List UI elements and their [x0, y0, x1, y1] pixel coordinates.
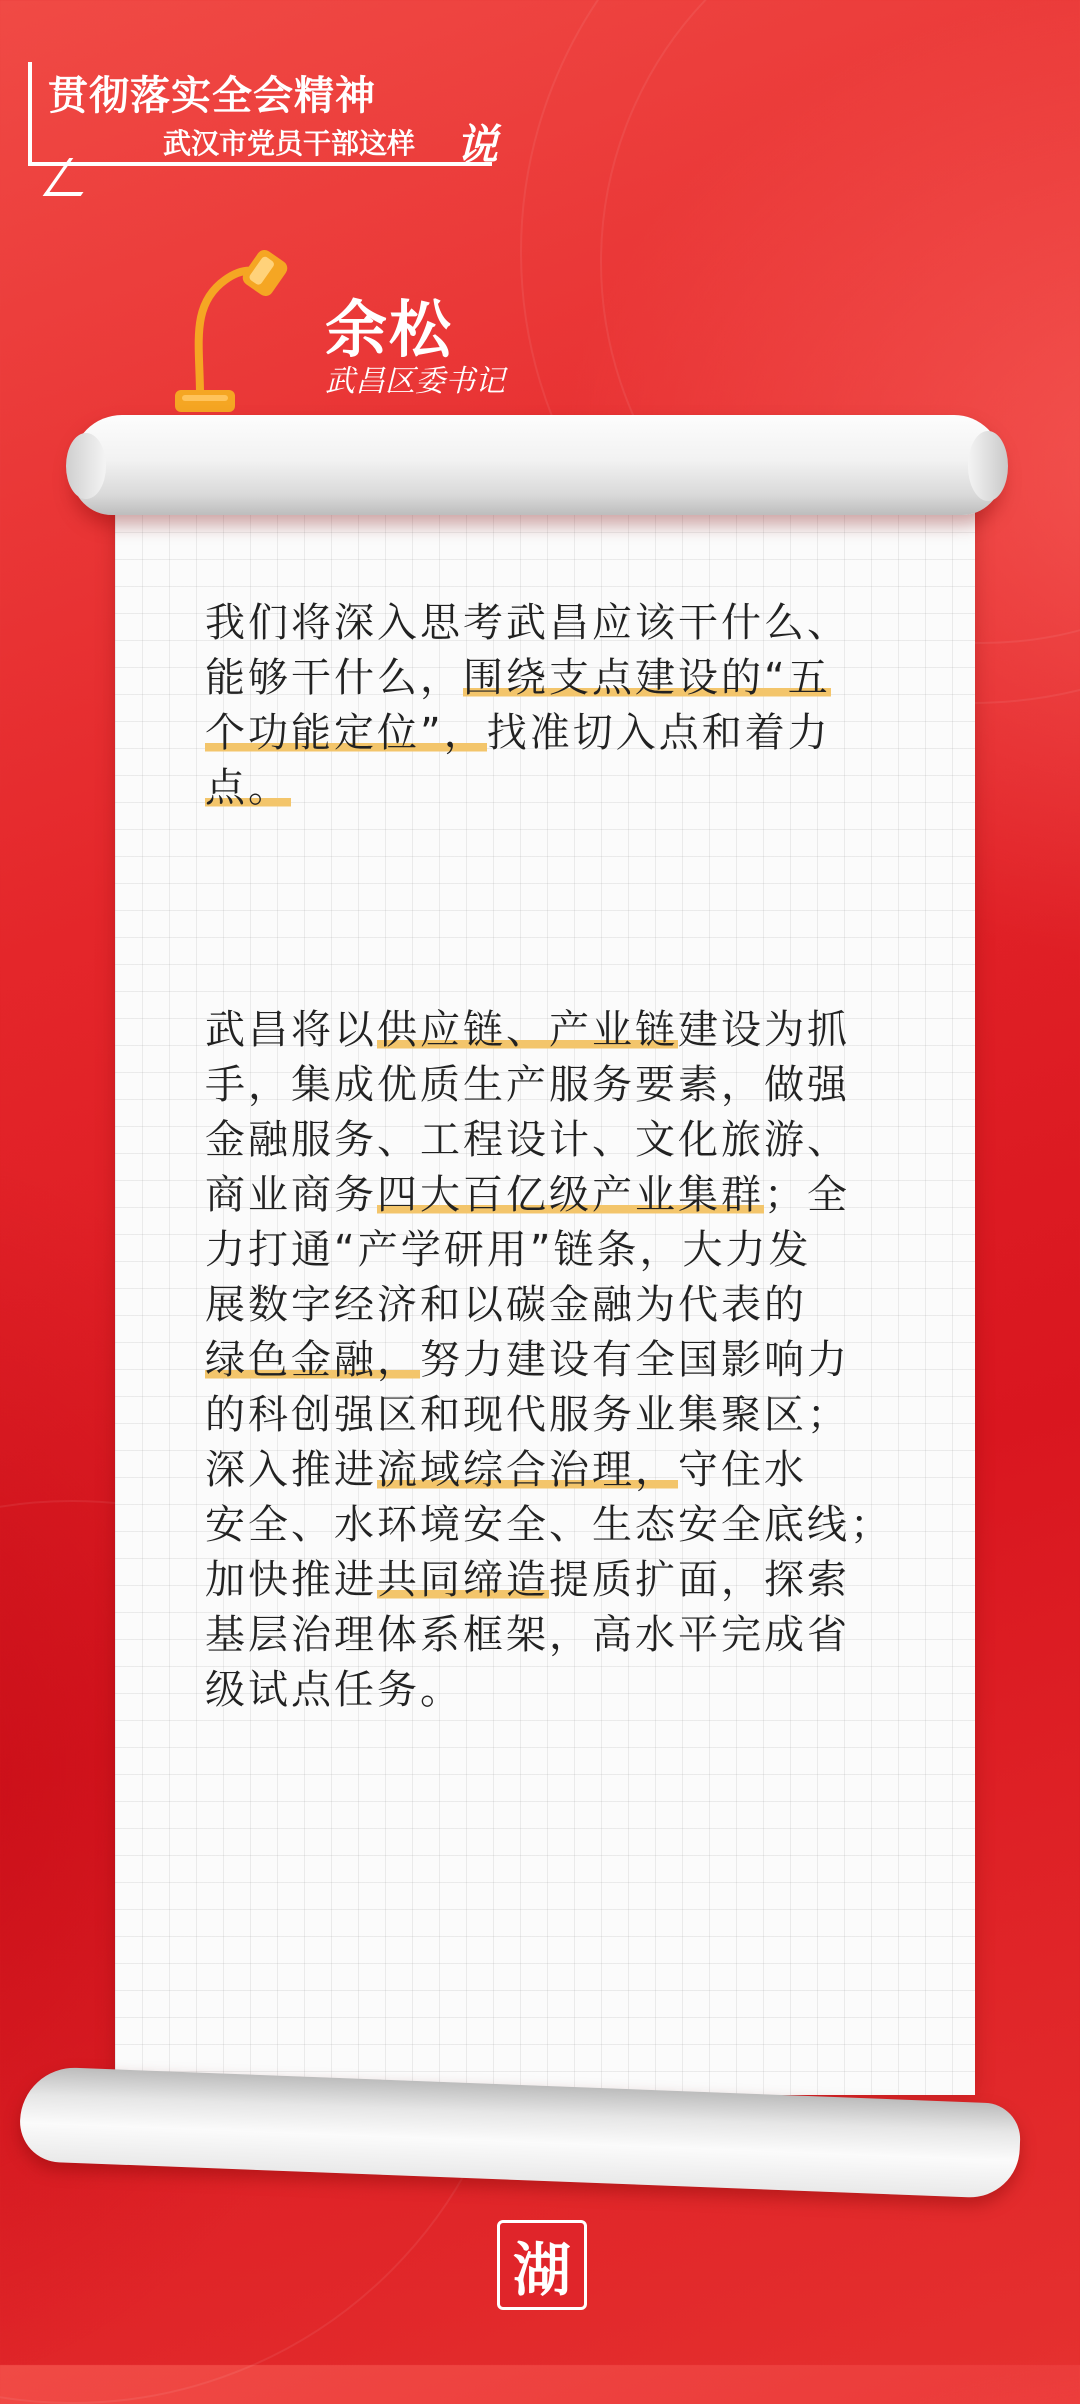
paragraph-2 — [205, 1003, 895, 1718]
highlighted-text: 流域综合治理， — [377, 1447, 678, 1493]
paragraph-1 — [205, 596, 895, 816]
speaker-name: 余松 — [325, 293, 454, 366]
highlighted-text: 共同缔造 — [377, 1557, 549, 1603]
header-say: 说 — [456, 120, 499, 169]
highlighted-text: 个功能定位”， — [205, 710, 487, 756]
text-line: 基层治理体系框架，高水平完成省 — [205, 1612, 850, 1658]
header-subtitle: 武汉市党员干部这样 — [163, 127, 416, 160]
logo-char: 湖 — [512, 2236, 571, 2304]
text-segment: ；全 — [764, 1172, 850, 1218]
text-line: 的科创强区和现代服务业集聚区； — [205, 1392, 850, 1438]
text-line — [205, 1003, 895, 1058]
text-segment: 建设为抓 — [678, 1007, 850, 1053]
text-line — [205, 651, 895, 706]
text-line — [205, 1443, 895, 1498]
microphone-icon — [170, 245, 290, 420]
header-title: 贯彻落实全会精神 — [48, 73, 376, 119]
highlighted-text: 围绕支点建设的“五 — [463, 655, 831, 701]
header-badge — [28, 62, 498, 172]
text-line: 我们将深入思考武昌应该干什么、 — [205, 600, 850, 646]
hubei-logo — [497, 2220, 587, 2310]
text-segment: 努力建设有全国影响力 — [420, 1337, 850, 1383]
text-line — [205, 706, 895, 761]
highlighted-text: 点。 — [205, 765, 291, 811]
text-line — [205, 761, 895, 816]
scroll-top-roll — [72, 415, 1002, 515]
text-line: 手，集成优质生产服务要素，做强 — [205, 1062, 850, 1108]
text-line — [205, 1333, 895, 1388]
text-segment: 深入推进 — [205, 1447, 377, 1493]
text-segment: 能够干什么， — [205, 655, 463, 701]
text-segment: 守住水 — [678, 1447, 807, 1493]
text-line: 展数字经济和以碳金融为代表的 — [205, 1282, 807, 1328]
text-line: 级试点任务。 — [205, 1667, 463, 1713]
text-segment: 商业商务 — [205, 1172, 377, 1218]
text-line: 金融服务、工程设计、文化旅游、 — [205, 1117, 850, 1163]
text-line — [205, 1553, 895, 1608]
text-line: 安全、水环境安全、生态安全底线； — [205, 1502, 893, 1548]
text-line: 力打通“产学研用”链条，大力发 — [205, 1227, 812, 1273]
text-segment: 武昌将以 — [205, 1007, 377, 1053]
highlighted-text: 绿色金融， — [205, 1337, 420, 1383]
text-segment: 提质扩面，探索 — [549, 1557, 850, 1603]
text-segment: 加快推进 — [205, 1557, 377, 1603]
text-line — [205, 1168, 895, 1223]
highlighted-text: 四大百亿级产业集群 — [377, 1172, 764, 1218]
highlighted-text: 供应链、产业链 — [377, 1007, 678, 1053]
text-segment: 找准切入点和着力 — [486, 710, 831, 756]
speaker-role: 武昌区委书记 — [325, 364, 505, 399]
